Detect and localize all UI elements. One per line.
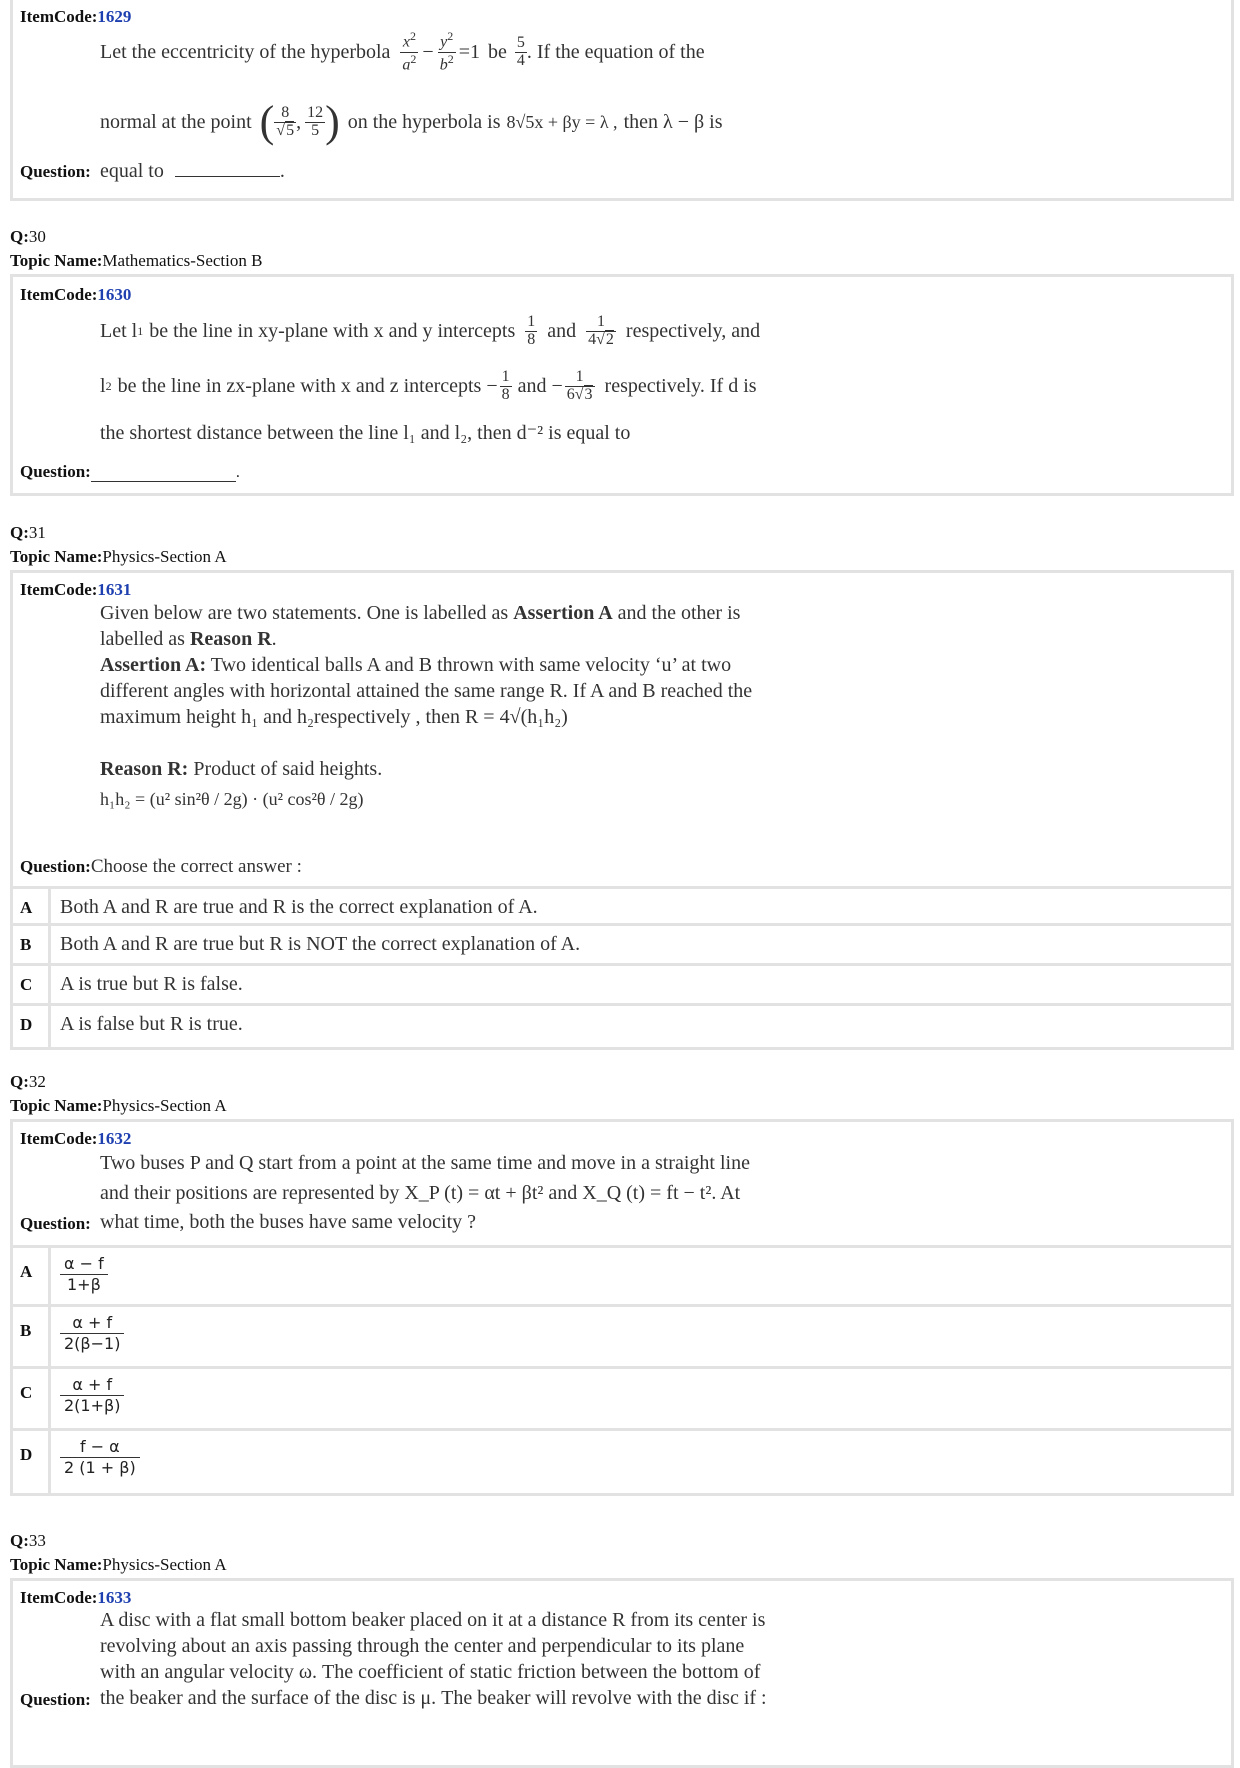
option-c[interactable]: C $\frac{\alpha + f}{2(1+\beta)}$	[10, 1369, 1234, 1431]
topic-name-32: Topic Name:Physics-Section A	[10, 1096, 227, 1115]
q32-line3: what time, both the buses have same velocity ?	[100, 1211, 477, 1233]
item-code-value: 1633	[97, 1588, 132, 1607]
question-number-33: Q:33	[10, 1531, 46, 1550]
q29-line3: equal to .	[100, 160, 285, 182]
answer-blank	[91, 481, 236, 482]
assertion-line2: different angles with horizontal attained the same range R. If A and B reached the	[100, 680, 753, 702]
eccentricity-fraction: $\frac{5}{4}$	[516, 33, 525, 69]
option-b[interactable]: B Both A and R are true but R is NOT the correct explanation of A.	[10, 926, 1234, 966]
option-fraction: $\frac{\alpha + f}{2(1+\beta)}$	[60, 1375, 124, 1416]
heights-formula: h₁h₂ = (u² sin²θ / 2g) · (u² cos²θ / 2g)	[100, 789, 364, 809]
option-b[interactable]: B $\frac{\alpha + f}{2(\beta-1)}$	[10, 1307, 1234, 1369]
item-code-value: 1631	[97, 580, 132, 599]
q33-line2: revolving about an axis passing through the center and perpendicular to its plane	[100, 1635, 745, 1657]
question-row: Question:	[20, 1690, 91, 1709]
item-code-value: 1629	[97, 7, 132, 26]
question-number-30: Q:30	[10, 227, 46, 246]
option-text: Both A and R are true and R is the correct explanation of A.	[60, 896, 538, 918]
item-code-value: 1632	[97, 1129, 132, 1148]
q32-line1: Two buses P and Q start from a point at the same time and move in a straight line	[100, 1152, 750, 1174]
option-c[interactable]: C A is true but R is false.	[10, 966, 1234, 1006]
q32-line2: and their positions are represented by X_P (t) = αt + βt² and X_Q (t) = ft − t². At	[100, 1182, 741, 1204]
q33-line3: with an angular velocity ω. The coefficient of static friction between the bottom of	[100, 1661, 761, 1683]
option-d[interactable]: D $\frac{f - \alpha}{2 (1 + \beta)}$	[10, 1431, 1234, 1496]
topic-name-30: Topic Name:Mathematics-Section B	[10, 251, 263, 270]
q33-line1: A disc with a flat small bottom beaker placed on it at a distance R from its center is	[100, 1609, 766, 1631]
q31-para1-line2: labelled as Reason R.	[100, 628, 277, 650]
option-fraction: $\frac{f - \alpha}{2 (1 + \beta)}$	[60, 1437, 140, 1478]
option-text: Both A and R are true but R is NOT the correct explanation of A.	[60, 933, 581, 955]
question-row: Question:	[20, 1214, 91, 1233]
topic-name-33: Topic Name:Physics-Section A	[10, 1555, 227, 1574]
answer-blank	[175, 176, 280, 177]
option-fraction: $\frac{\alpha + f}{2(\beta-1)}$	[60, 1313, 124, 1354]
q30-line3: the shortest distance between the line l₁ and l₂, then d⁻² is equal to	[100, 422, 631, 444]
item-code-row: ItemCode:1633	[20, 1588, 132, 1607]
item-code-row: ItemCode:1629	[20, 7, 132, 26]
q30-line2: l 2 be the line in zx-plane with x and z intercepts − $\frac{1}{8}$ and − $\frac{1}{6√3}$ respectively. If d is	[100, 367, 757, 403]
reason-line: Reason R: Product of said heights.	[100, 758, 383, 780]
item-code-row: ItemCode:1630	[20, 285, 132, 304]
item-code-row: ItemCode:1631	[20, 580, 132, 599]
point-coordinates: ( $\frac{8}{√5}$ , $\frac{12}{5}$ )	[259, 97, 340, 146]
item-code-row: ItemCode:1632	[20, 1129, 132, 1148]
option-d[interactable]: D A is false but R is true.	[10, 1006, 1234, 1050]
question-row: Question:Choose the correct answer :	[20, 856, 302, 877]
option-a[interactable]: A $\frac{\alpha - f}{1+\beta}$	[10, 1245, 1234, 1307]
option-text: A is true but R is false.	[60, 973, 243, 995]
question-row: Question: .	[20, 462, 240, 481]
question-number-32: Q:32	[10, 1072, 46, 1091]
q29-line1: Let the eccentricity of the hyperbola $\frac{x^2}{a^2}$ − $\frac{y^2}{b^2}$ =1 be $\frac{5}{4}$ . If the equation of the	[100, 29, 705, 73]
item-code-value: 1630	[97, 285, 132, 304]
question-row: Question:	[20, 162, 91, 181]
q33-line4: the beaker and the surface of the disc is μ. The beaker will revolve with the disc if :	[100, 1687, 767, 1709]
assertion-line1: Assertion A: Two identical balls A and B thrown with same velocity ‘u’ at two	[100, 654, 732, 676]
question-number-31: Q:31	[10, 523, 46, 542]
q31-para1-line1: Given below are two statements. One is labelled as Assertion A and the other is	[100, 602, 741, 624]
q29-line2: normal at the point ( $\frac{8}{√5}$ , $\frac{12}{5}$ ) on the hyperbola is 8√5x + βy = λ , then λ − β is	[100, 97, 723, 146]
hyperbola-equation: $\frac{x^2}{a^2}$ − $\frac{y^2}{b^2}$ =1	[402, 29, 480, 73]
option-fraction: $\frac{\alpha - f}{1+\beta}$	[60, 1254, 108, 1295]
option-text: A is false but R is true.	[60, 1013, 243, 1035]
option-a[interactable]: A Both A and R are true and R is the correct explanation of A.	[10, 886, 1234, 926]
topic-name-31: Topic Name:Physics-Section A	[10, 547, 227, 566]
assertion-line3: maximum height h₁ and h₂respectively , then R = 4√(h₁h₂)	[100, 706, 568, 728]
q30-line1: Let l 1 be the line in xy-plane with x and y intercepts $\frac{1}{8}$ and $\frac{1}{4√2}$ respectively, and	[100, 312, 761, 348]
